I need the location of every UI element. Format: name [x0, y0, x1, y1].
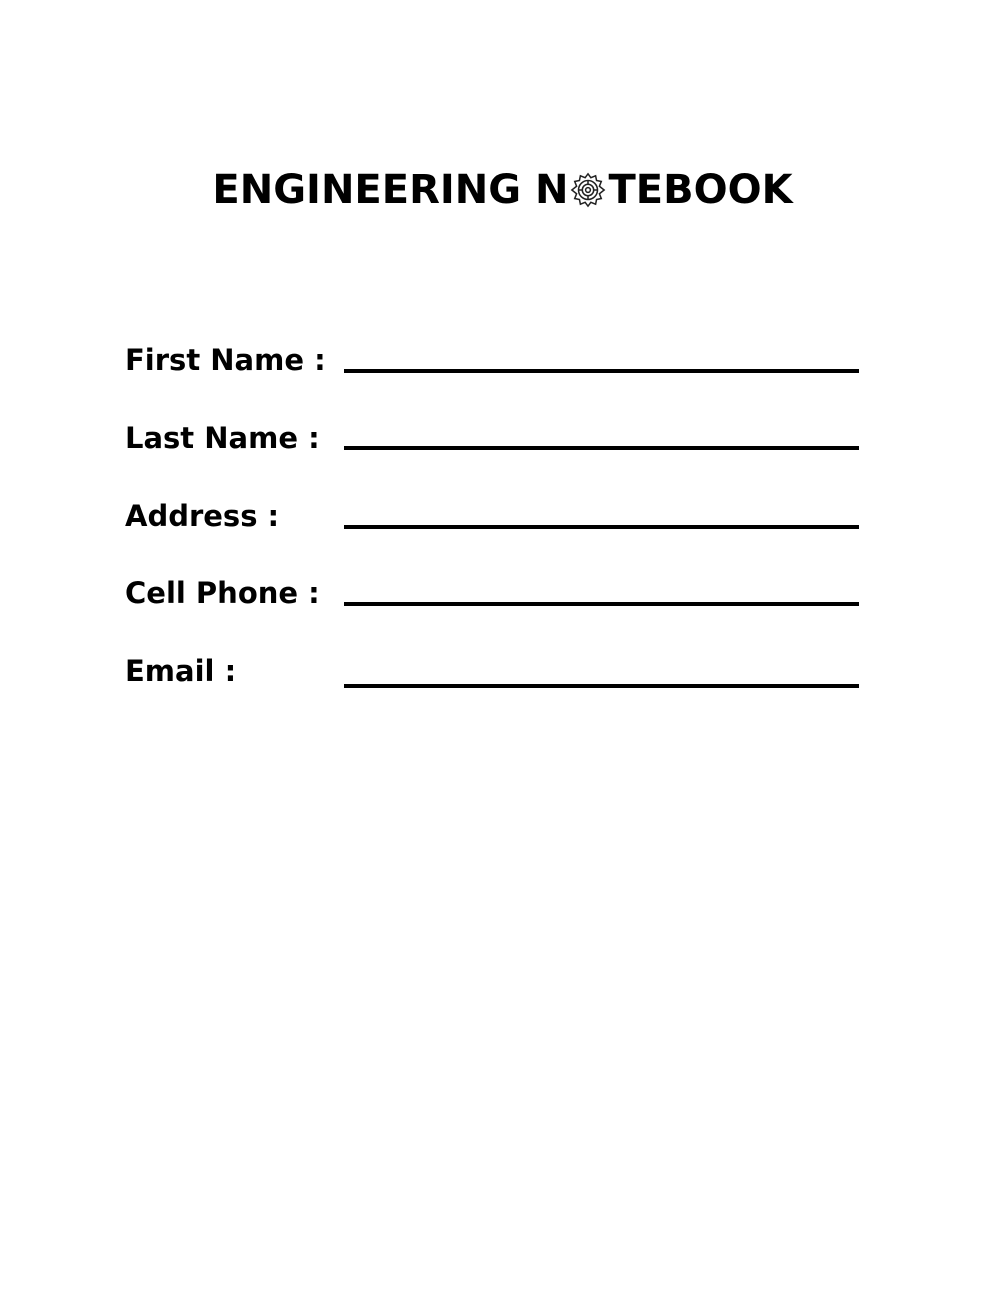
- address-row: [125, 496, 860, 540]
- address-field-line[interactable]: [344, 525, 859, 529]
- page-title: [0, 164, 1005, 216]
- title-text-end: TEBOOK: [608, 167, 793, 213]
- first-name-row: [125, 340, 860, 384]
- address-label: Address :: [125, 499, 280, 533]
- last-name-field-line[interactable]: [344, 446, 859, 450]
- first-name-field-line[interactable]: [344, 369, 859, 373]
- email-label: Email :: [125, 654, 237, 688]
- email-row: [125, 651, 860, 695]
- email-field-line[interactable]: [344, 684, 859, 688]
- title-text-start: ENGINEERING N: [212, 167, 569, 213]
- last-name-label: Last Name :: [125, 421, 320, 455]
- cell-phone-label: Cell Phone :: [125, 576, 320, 610]
- cell-phone-row: [125, 573, 860, 617]
- cell-phone-field-line[interactable]: [344, 602, 859, 606]
- gear-icon: [569, 171, 607, 209]
- last-name-row: [125, 418, 860, 462]
- first-name-label: First Name :: [125, 343, 326, 377]
